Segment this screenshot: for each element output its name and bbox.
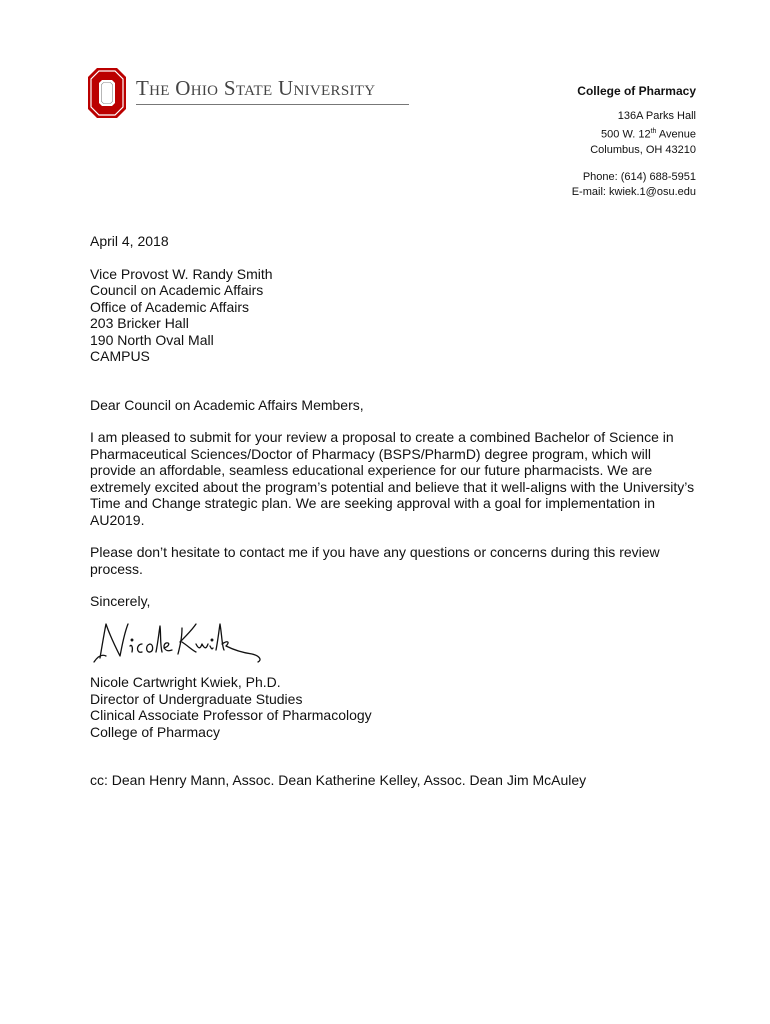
signer-title: Director of Undergraduate Studies (90, 690, 303, 707)
recipient-line: CAMPUS (90, 348, 150, 364)
signer-department: College of Pharmacy (90, 723, 220, 740)
letter-date: April 4, 2018 (90, 233, 169, 249)
university-name: The Ohio State University (136, 76, 376, 100)
university-logo (88, 68, 418, 120)
address-line-2: 500 W. 12th Avenue (601, 128, 696, 141)
address-line-1: 136A Parks Hall (617, 110, 696, 122)
signer-title: Clinical Associate Professor of Pharmacology (90, 707, 372, 723)
recipient-line: Council on Academic Affairs (90, 282, 264, 298)
recipient-line: 203 Bricker Hall (90, 315, 189, 331)
letterhead-address (572, 84, 696, 200)
cc-line: cc: Dean Henry Mann, Assoc. Dean Katherine Kelley, Assoc. Dean Jim McAuley (90, 772, 587, 788)
paragraph: I am pleased to submit for your review a proposal to create a combined Bachelor of Science in Pharmaceutical Sciences/Doctor of Pharmacy (BSPS/PharmD) degree program, which will provide an affordable, seamless educational experience for our future pharmacists. We are extremely excited about the program’s potential and believe that it well-aligns with the University’s Time and Change strategic plan. We are seeking approval with a goal for implementation in AU2019. (90, 429, 695, 528)
address-line-3: Columbus, OH 43210 (590, 143, 696, 156)
email: E-mail: kwiek.1@osu.edu (571, 185, 696, 198)
recipient-line: Vice Provost W. Randy Smith (90, 265, 273, 282)
signer-name: Nicole Cartwright Kwiek, Ph.D. (90, 674, 281, 690)
handwritten-signature (92, 616, 272, 672)
block-o-icon (88, 68, 126, 118)
recipient-line: 190 North Oval Mall (90, 331, 214, 348)
letter-body (90, 233, 700, 610)
recipient-line: Office of Academic Affairs (90, 298, 250, 315)
signer-block (90, 674, 372, 740)
salutation: Dear Council on Academic Affairs Members, (90, 396, 364, 413)
logo-rule (136, 104, 409, 105)
closing: Sincerely, (90, 593, 151, 609)
phone: Phone: (614) 688-5951 (582, 170, 696, 183)
paragraph: Please don’t hesitate to contact me if you have any questions or concerns during this review process. (90, 544, 660, 577)
college-name: College of Pharmacy (577, 84, 696, 98)
